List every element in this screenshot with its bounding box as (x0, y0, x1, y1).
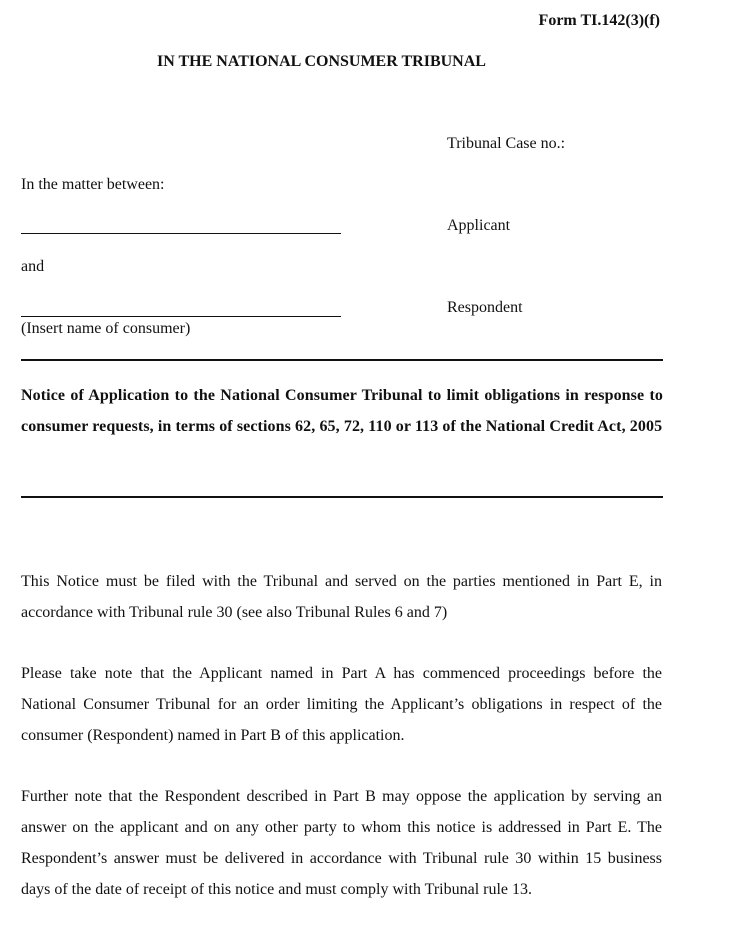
proceedings-notice-paragraph: Please take note that the Applicant named in Part A has commenced proceedings before the National Consumer Tribunal for an order limiting the Applicant’s obligations in respect of the consumer (Respondent) named in Part B of this application. (21, 665, 662, 744)
respondent-name-line[interactable] (21, 316, 341, 317)
case-number-label: Tribunal Case no.: (447, 135, 566, 152)
respondent-label: Respondent (447, 299, 523, 316)
matter-between-label: In the matter between: (21, 176, 165, 193)
divider-bottom (21, 496, 663, 498)
divider-top (21, 359, 663, 361)
notice-heading: Notice of Application to the National Consumer Tribunal to limit obligations in response to consumer requests, in terms of sections 62, 65, 72, 110 or 113 of the National Credit Act, 2005 (21, 387, 663, 435)
filing-instruction-paragraph: This Notice must be filed with the Tribunal and served on the parties mentioned in Part E, in accordance with Tribunal rule 30 (see also Tribunal Rules 6 and 7) (21, 573, 662, 621)
tribunal-title: IN THE NATIONAL CONSUMER TRIBUNAL (157, 53, 486, 70)
and-label: and (21, 258, 45, 275)
applicant-name-line[interactable] (21, 233, 341, 234)
consumer-name-hint: (Insert name of consumer) (21, 320, 191, 337)
opposition-notice-paragraph: Further note that the Respondent described in Part B may oppose the application by serving an answer on the applicant and on any other party to whom this notice is addressed in Part E. The Respondent’s answer must be delivered in accordance with Tribunal rule 30 within 15 business days of the date of receipt of this notice and must comply with Tribunal rule 13. (21, 788, 662, 898)
applicant-label: Applicant (447, 217, 511, 234)
form-number: Form TI.142(3)(f) (538, 12, 660, 29)
